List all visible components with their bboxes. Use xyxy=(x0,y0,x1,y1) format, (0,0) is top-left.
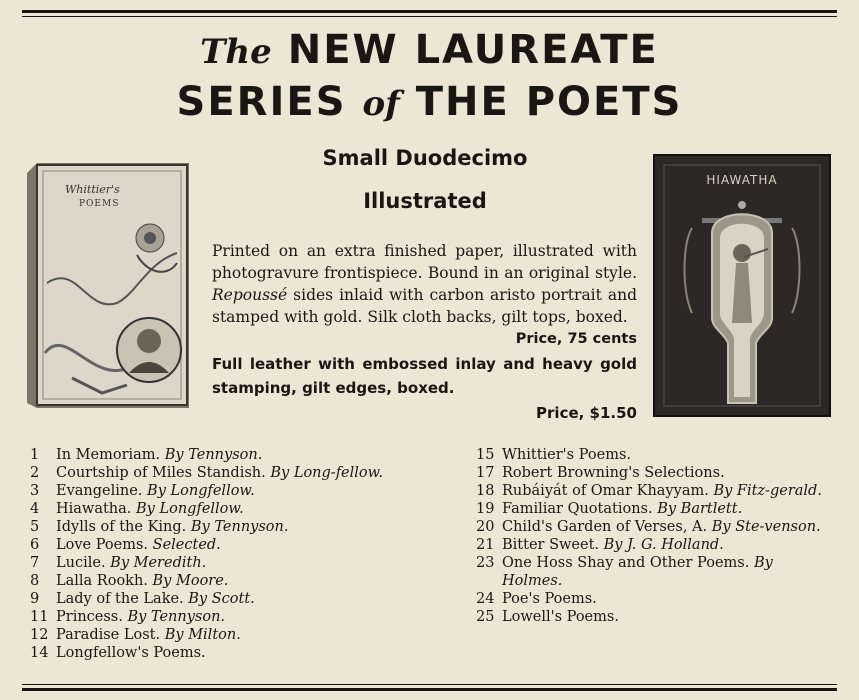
list-item: 25 Lowell's Poems. xyxy=(476,609,619,625)
subtitle-illustrated: Illustrated xyxy=(363,189,487,213)
book-hiawatha-icon xyxy=(652,153,832,418)
list-item: 17 Robert Browning's Selections. xyxy=(476,465,725,481)
desc-text-1: Printed on an extra finished paper, illustrated with photogravure frontispiece. Bound in an original style. xyxy=(212,242,637,282)
list-item: 12 Paradise Lost. By Milton. xyxy=(30,627,241,643)
list-item: 23 One Hoss Shay and Other Poems. By Holmes. xyxy=(476,555,773,589)
list-item: 19 Familiar Quotations. By Bartlett. xyxy=(476,501,743,517)
list-item: 9 Lady of the Lake. By Scott. xyxy=(30,591,255,607)
poet-list-right xyxy=(476,446,836,626)
list-item: 4 Hiawatha. By Longfellow. xyxy=(30,501,244,517)
top-rule-thick xyxy=(22,10,837,13)
book-whittier-subtitle: POEMS xyxy=(79,199,120,209)
book-illustration-whittier xyxy=(27,163,189,413)
subtitle-small-duodecimo: Small Duodecimo xyxy=(322,146,528,170)
list-item: 15 Whittier's Poems. xyxy=(476,447,631,463)
title-line-1 xyxy=(0,26,859,76)
poet-list-left xyxy=(30,446,400,662)
price-1-50: Price, $1.50 xyxy=(536,404,637,422)
list-item: 6 Love Poems. Selected. xyxy=(30,537,221,553)
book-whittier-title: Whittier's xyxy=(65,183,120,196)
list-item: 8 Lalla Rookh. By Moore. xyxy=(30,573,229,589)
list-item: 7 Lucile. By Meredith. xyxy=(30,555,207,571)
list-item: 3 Evangeline. By Longfellow. xyxy=(30,483,255,499)
top-rule-thin xyxy=(22,16,837,17)
price-75-cents: Price, 75 cents xyxy=(515,331,637,347)
desc-text-2: sides inlaid with carbon aristo portrait and stamped with gold. Silk cloth backs, gilt tops, boxed. xyxy=(212,286,637,326)
list-item: 11 Princess. By Tennyson. xyxy=(30,609,226,625)
description xyxy=(212,240,637,350)
title-new-laureate: NEW LAUREATE xyxy=(287,27,659,73)
title-the-poets: THE POETS xyxy=(415,79,683,125)
bottom-rule-thick xyxy=(22,688,837,691)
list-item: 20 Child's Garden of Verses, A. By Ste-venson. xyxy=(476,519,821,535)
title-of: of xyxy=(362,84,400,124)
list-item: 21 Bitter Sweet. By J. G. Holland. xyxy=(476,537,724,553)
list-item: 24 Poe's Poems. xyxy=(476,591,597,607)
title-series: SERIES xyxy=(176,79,347,125)
desc-italic-repousse: Repoussé xyxy=(212,286,288,304)
book-hiawatha-title: HIAWATHA xyxy=(706,173,778,187)
book-illustration-hiawatha xyxy=(652,153,832,418)
bottom-rule-thin xyxy=(22,684,837,685)
list-item: 5 Idylls of the King. By Tennyson. xyxy=(30,519,289,535)
list-item: 2 Courtship of Miles Standish. By Long-fellow. xyxy=(30,465,383,481)
list-item: 1 In Memoriam. By Tennyson. xyxy=(30,447,263,463)
list-item: 14 Longfellow's Poems. xyxy=(30,645,206,661)
title-line-2 xyxy=(0,78,859,128)
title-the: The xyxy=(200,32,272,72)
leather-edition-text: Full leather with embossed inlay and heavy gold stamping, gilt edges, boxed. xyxy=(212,355,637,397)
list-item: 18 Rubáiyát of Omar Khayyam. By Fitz-gerald. xyxy=(476,483,822,499)
